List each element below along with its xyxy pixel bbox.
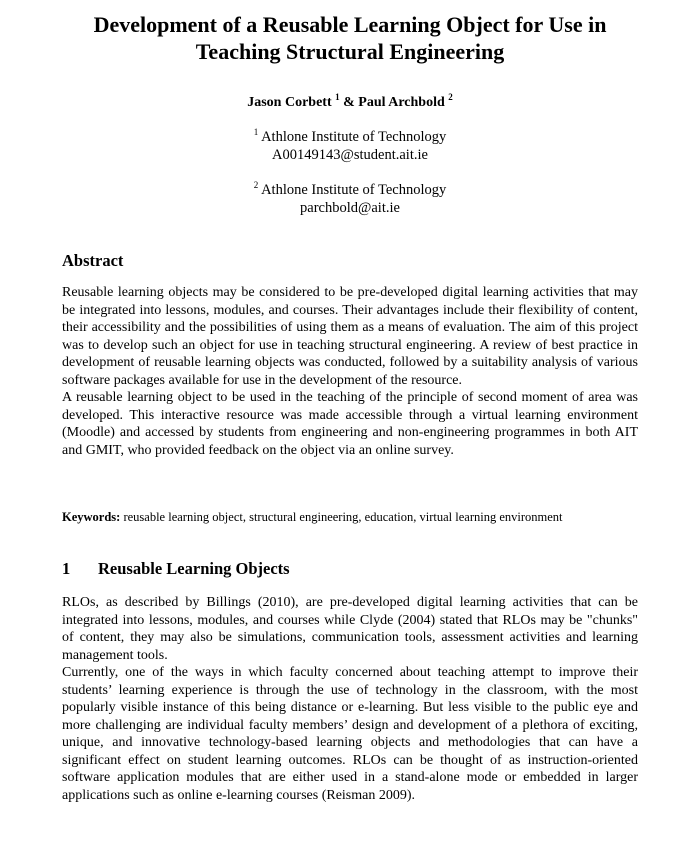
abstract-paragraph-2: A reusable learning object to be used in the teaching of the principle of second moment of area was developed. This interactive resource was made accessible through a virtual learning environment (Moodle) and accessed by students from engineering and non-engineering programmes in both AIT and GMIT, who provided feedback on the object via an online survey.: [62, 390, 638, 458]
affiliation-2-institution: Athlone Institute of Technology: [261, 182, 447, 198]
author-separator: &: [339, 95, 359, 110]
section-1-number: 1: [62, 559, 71, 578]
keywords-line: [62, 509, 662, 526]
affiliation-2: [40, 181, 660, 217]
abstract-heading: Abstract: [62, 251, 124, 270]
author-1-name: Jason Corbett: [247, 95, 332, 110]
abstract-body: [62, 284, 638, 459]
affiliation-1-institution: Athlone Institute of Technology: [261, 129, 447, 145]
affiliation-2-email: parchbold@ait.ie: [300, 200, 400, 216]
section-1-heading: [62, 559, 290, 579]
section-1-body: [62, 594, 638, 804]
author-2-affiliation-mark: 2: [448, 92, 453, 102]
affiliation-1-email: A00149143@student.ait.ie: [272, 147, 428, 163]
keywords-label: Keywords:: [62, 510, 121, 524]
paper-title-line-1: Development of a Reusable Learning Object for Use in: [93, 12, 607, 37]
keywords-text: reusable learning object, structural engineering, education, virtual learning environment: [120, 510, 563, 524]
author-list: [40, 93, 660, 113]
section-1-paragraph-2: Currently, one of the ways in which faculty concerned about teaching attempt to improve their students’ learning experience is through the use of technology in the classroom, with the most popularly visible instance of this being distance or e-learning. But less visible to the public eye and more challenging are individual faculty members’ design and development of a plethora of exciting, unique, and innovative technology-based learning objects and methodologies that can have a significant effect on student learning outcomes. RLOs can be thought of as instruction-oriented software application modules that are either used in a stand-alone mode or embedded in larger applications such as online e-learning courses (Reisman 2009).: [62, 665, 638, 803]
author-2-name: Paul Archbold: [358, 95, 445, 110]
affiliation-1-institution-line: [40, 128, 660, 146]
affiliation-1: [40, 128, 660, 164]
affiliation-2-mark: 2: [253, 180, 259, 190]
paper-title-line-2: Teaching Structural Engineering: [195, 39, 505, 64]
affiliation-1-mark: 1: [253, 127, 259, 137]
section-1-title: Reusable Learning Objects: [98, 559, 290, 578]
author-1-affiliation-mark: 1: [335, 92, 340, 102]
section-1-paragraph-1: RLOs, as described by Billings (2010), are pre-developed digital learning activities that can be integrated into lessons, modules, and courses while Clyde (2004) stated that RLOs may be "chunks" of content, they may also be simulations, communication tools, assessment activities and learning management tools.: [62, 595, 638, 663]
paper-title: [40, 11, 660, 65]
affiliation-2-institution-line: [40, 181, 660, 199]
abstract-paragraph-1: Reusable learning objects may be considered to be pre-developed digital learning activities that may be integrated into lessons, modules, and courses. Their advantages include their flexibility of content, their accessibility and the possibilities of using them as a means of evaluation. The aim of this project was to develop such an object for use in teaching structural engineering. A review of best practice in development of reusable learning objects was conducted, followed by a suitability analysis of various software packages available for use in the development of the resource.: [62, 285, 638, 388]
